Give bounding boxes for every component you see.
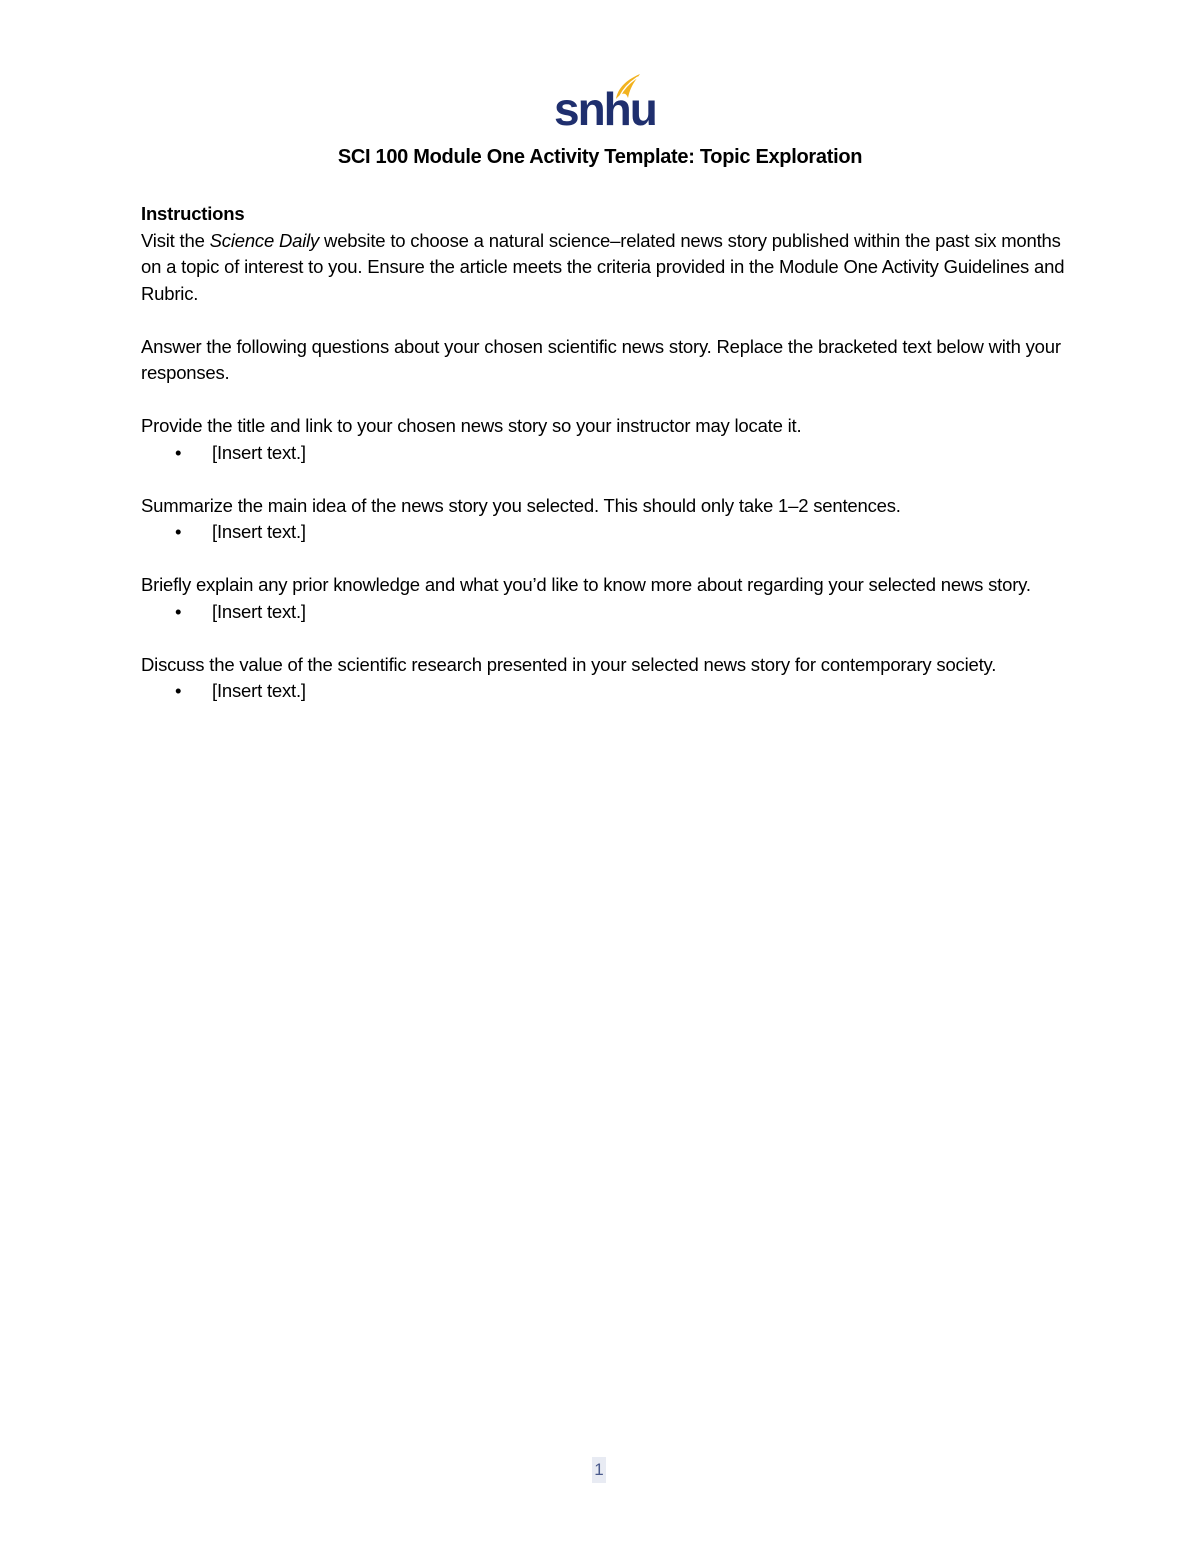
question-prompt: Provide the title and link to your chosen news story so your instructor may locate it. <box>141 415 802 436</box>
page-number: 1 <box>592 1457 606 1483</box>
bullet-icon: • <box>175 521 182 542</box>
science-daily-name: Science Daily <box>209 229 320 251</box>
answer-placeholder[interactable]: [Insert text.] <box>212 600 306 622</box>
answer-list <box>141 440 1071 467</box>
answer-list <box>141 519 1071 546</box>
instructions-paragraph-1 <box>141 228 1071 308</box>
instructions-paragraph-2: Answer the following questions about your chosen scientific news story. Replace the bracketed text below with your responses. <box>141 335 1061 383</box>
answer-item[interactable] <box>141 599 1071 626</box>
document-body <box>141 201 1071 705</box>
page-title: SCI 100 Module One Activity Template: Topic Exploration <box>337 146 863 168</box>
answer-item[interactable] <box>141 678 1071 705</box>
answer-list <box>141 599 1071 626</box>
question-prompt: Briefly explain any prior knowledge and what you’d like to know more about regarding your selected news story. <box>141 574 1031 595</box>
answer-item[interactable] <box>141 519 1071 546</box>
bullet-icon: • <box>175 441 182 463</box>
bullet-icon: • <box>175 600 182 622</box>
bullet-icon: • <box>175 680 182 701</box>
logo-wordmark: snhu <box>554 83 656 135</box>
answer-placeholder[interactable]: [Insert text.] <box>212 441 306 463</box>
question-prompt: Summarize the main idea of the news story you selected. This should only take 1–2 sentences. <box>141 494 901 516</box>
instructions-heading: Instructions <box>141 203 245 224</box>
answer-placeholder[interactable]: [Insert text.] <box>212 521 306 542</box>
question-prompt: Discuss the value of the scientific research presented in your selected news story for contemporary society. <box>141 653 997 675</box>
instructions-text-start: Visit the <box>141 229 210 251</box>
answer-placeholder[interactable]: [Insert text.] <box>212 680 306 701</box>
instructions-text-end: website to choose a natural science–related news story published within the past six months on a topic of interest to you. Ensure the article meets the criteria provided in the Module One Activity Guidelines and Rubric. <box>141 229 1065 304</box>
answer-list <box>141 678 1071 705</box>
answer-item[interactable] <box>141 440 1071 467</box>
snhu-logo <box>554 72 656 135</box>
